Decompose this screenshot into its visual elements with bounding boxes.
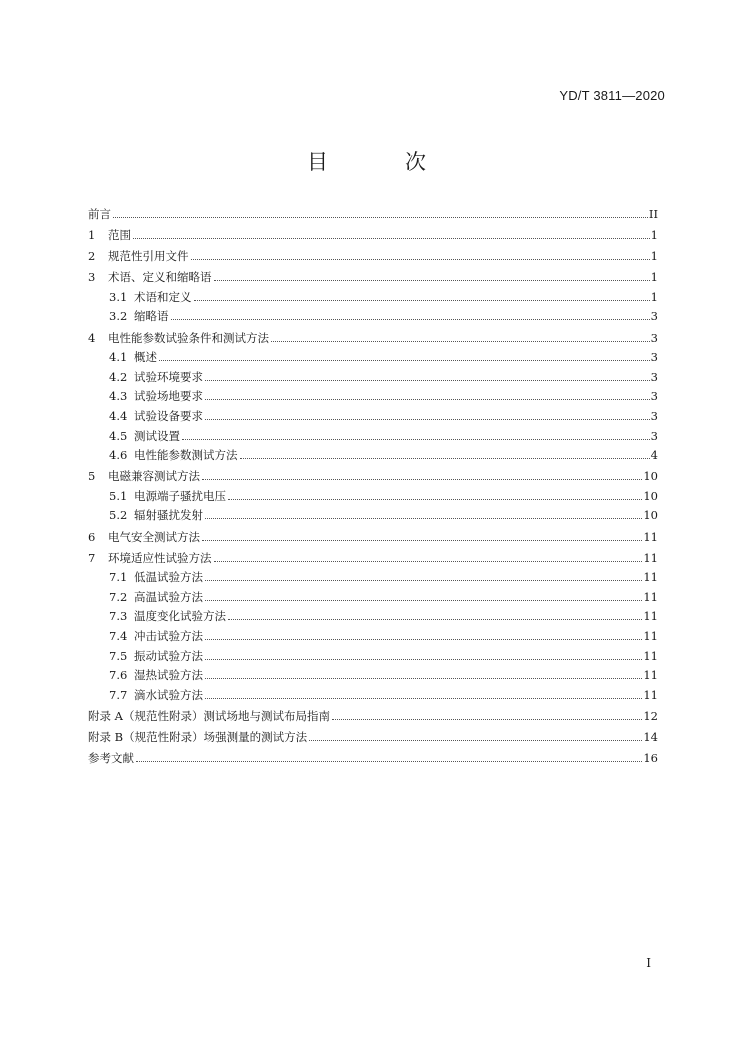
dot-leader: [159, 360, 650, 361]
toc-entry-label: 电源端子骚扰电压: [134, 488, 226, 503]
dot-leader: [205, 399, 650, 400]
toc-entry-number: 4.6: [109, 448, 128, 463]
dot-leader: [171, 319, 650, 320]
dot-leader: [228, 499, 642, 500]
toc-entry-number: 4.4: [109, 408, 128, 423]
dot-leader: [205, 659, 642, 660]
toc-entry-page: 3: [650, 428, 658, 443]
toc-entry-label: 范围: [108, 228, 131, 243]
page-number: I: [646, 956, 651, 970]
toc-entry-label: 参考文献: [88, 751, 134, 766]
dot-leader: [309, 740, 642, 741]
toc-entry-number: 5: [88, 469, 96, 484]
toc-entry-label: 规范性引用文件: [108, 249, 189, 264]
dot-leader: [205, 419, 650, 420]
toc-entry-number: 7.1: [109, 570, 128, 585]
toc-entry-page: 1: [650, 270, 658, 285]
toc-entry-label: 试验场地要求: [134, 389, 203, 404]
toc-entry-number: 3.1: [109, 289, 128, 304]
toc-entry[interactable]: [88, 387, 658, 407]
toc-entry-label: 电性能参数测试方法: [134, 448, 238, 463]
toc-entry[interactable]: [88, 427, 658, 447]
toc-entry-page: 1: [650, 249, 658, 264]
toc-entry-label: 试验设备要求: [134, 408, 203, 423]
toc-entry-number: 7: [88, 550, 96, 565]
toc-entry-label: 电磁兼容测试方法: [108, 469, 200, 484]
toc-entry-page: 1: [650, 289, 658, 304]
standard-code: YD/T 3811—2020: [559, 88, 665, 103]
toc-entry-number: 4.5: [109, 428, 128, 443]
toc-entry-page: 4: [650, 448, 658, 463]
dot-leader: [205, 678, 642, 679]
toc-entry-number: 5.1: [109, 488, 128, 503]
dot-leader: [228, 619, 642, 620]
toc-entry-label: 测试设置: [134, 428, 180, 443]
dot-leader: [205, 698, 642, 699]
toc-entry-number: 7.7: [109, 687, 128, 702]
toc-entry[interactable]: [88, 307, 658, 327]
dot-leader: [194, 300, 650, 301]
dot-leader: [136, 761, 642, 762]
toc-entry[interactable]: [88, 528, 658, 548]
toc-entry-label: 试验环境要求: [134, 369, 203, 384]
toc-entry-label: 环境适应性试验方法: [108, 550, 212, 565]
dot-leader: [133, 238, 650, 239]
toc-entry-page: 3: [650, 309, 658, 324]
toc-entry-number: 7.6: [109, 668, 128, 683]
toc-entry-number: 7.5: [109, 648, 128, 663]
toc-entry-page: 11: [643, 687, 658, 702]
toc-entry-label: 附录 B（规范性附录）场强测量的测试方法: [88, 729, 308, 744]
toc-entry-page: 11: [643, 589, 658, 604]
toc-entry-number: 4.1: [109, 350, 128, 365]
dot-leader: [113, 217, 648, 218]
toc-entry[interactable]: [88, 487, 658, 507]
toc-entry-number: 7.4: [109, 628, 128, 643]
toc-entry[interactable]: [88, 288, 658, 308]
toc-entry[interactable]: [88, 686, 658, 706]
toc-entry[interactable]: [88, 205, 658, 225]
toc-entry[interactable]: [88, 329, 658, 349]
toc-entry-page: 3: [650, 369, 658, 384]
toc-entry[interactable]: [88, 749, 658, 769]
toc-entry-page: 14: [643, 729, 658, 744]
toc-entry-label: 电气安全测试方法: [108, 529, 200, 544]
dot-leader: [205, 639, 642, 640]
toc-entry[interactable]: [88, 226, 658, 246]
dot-leader: [205, 600, 642, 601]
toc-entry-number: 4.2: [109, 369, 128, 384]
toc-entry[interactable]: [88, 446, 658, 466]
toc-entry-label: 振动试验方法: [134, 648, 203, 663]
toc-entry-page: 11: [643, 570, 658, 585]
dot-leader: [205, 518, 642, 519]
toc-entry-label: 温度变化试验方法: [134, 609, 226, 624]
toc-entry-number: 3: [88, 270, 96, 285]
dot-leader: [214, 561, 643, 562]
dot-leader: [205, 380, 650, 381]
toc-entry[interactable]: [88, 666, 658, 686]
toc-entry-page: 1: [650, 228, 658, 243]
toc-entry-number: 4: [88, 330, 96, 345]
toc-entry-page: 16: [643, 751, 658, 766]
toc-entry-label: 低温试验方法: [134, 570, 203, 585]
toc-entry-label: 冲击试验方法: [134, 628, 203, 643]
dot-leader: [205, 580, 642, 581]
dot-leader: [271, 341, 650, 342]
toc-entry-number: 7.2: [109, 589, 128, 604]
toc-entry-label: 滴水试验方法: [134, 687, 203, 702]
toc-entry[interactable]: [88, 568, 658, 588]
toc-entry-label: 电性能参数试验条件和测试方法: [108, 330, 269, 345]
toc-entry-label: 前言: [88, 207, 111, 221]
toc-entry[interactable]: [88, 607, 658, 627]
toc-entry-page: 11: [643, 529, 658, 544]
toc-entry-number: 1: [88, 228, 96, 243]
toc-entry-page: 3: [650, 389, 658, 404]
toc-entry[interactable]: [88, 467, 658, 487]
toc-entry-page: 10: [643, 508, 658, 523]
toc-entry-number: 6: [88, 529, 96, 544]
toc-entry-label: 附录 A（规范性附录）测试场地与测试布局指南: [88, 708, 330, 723]
toc-entry-number: 5.2: [109, 508, 128, 523]
toc-entry-page: 10: [643, 488, 658, 503]
toc-entry-page: 3: [650, 330, 658, 345]
toc-entry-page: 12: [643, 708, 658, 723]
toc-entry-label: 缩略语: [134, 309, 169, 324]
toc-entry-page: 11: [643, 609, 658, 624]
toc-entry-number: 3.2: [109, 309, 128, 324]
toc-entry-label: 概述: [134, 350, 157, 365]
toc-entry-label: 高温试验方法: [134, 589, 203, 604]
toc-entry-page: 11: [643, 668, 658, 683]
toc-entry[interactable]: [88, 247, 658, 267]
toc-entry[interactable]: [88, 728, 658, 748]
toc-entry-page: 11: [643, 628, 658, 643]
toc-entry-label: 术语、定义和缩略语: [108, 270, 212, 285]
dot-leader: [202, 479, 642, 480]
dot-leader: [191, 259, 650, 260]
dot-leader: [214, 280, 650, 281]
toc-entry[interactable]: [88, 268, 658, 288]
toc-entry[interactable]: [88, 627, 658, 647]
toc-entry-number: 2: [88, 249, 96, 264]
toc-entry-page: 11: [643, 648, 658, 663]
toc-entry-label: 湿热试验方法: [134, 668, 203, 683]
dot-leader: [240, 458, 650, 459]
dot-leader: [332, 719, 642, 720]
toc-entry-page: 11: [643, 550, 658, 565]
toc-entry[interactable]: [88, 407, 658, 427]
toc-entry-number: 7.3: [109, 609, 128, 624]
toc-entry[interactable]: [88, 368, 658, 388]
table-of-contents: [88, 205, 658, 769]
toc-entry-page: 3: [650, 408, 658, 423]
toc-entry-label: 辐射骚扰发射: [134, 508, 203, 523]
toc-entry-page: 3: [650, 350, 658, 365]
toc-entry[interactable]: [88, 588, 658, 608]
toc-entry[interactable]: [88, 647, 658, 667]
toc-entry-page: 10: [643, 469, 658, 484]
toc-entry[interactable]: [88, 348, 658, 368]
toc-entry-number: 4.3: [109, 389, 128, 404]
toc-entry-page: II: [648, 207, 658, 221]
toc-entry[interactable]: [88, 506, 658, 526]
dot-leader: [182, 439, 650, 440]
toc-entry[interactable]: [88, 707, 658, 727]
dot-leader: [202, 540, 642, 541]
page-title: 目 次: [307, 150, 454, 174]
toc-entry-label: 术语和定义: [134, 289, 192, 304]
toc-entry[interactable]: [88, 549, 658, 569]
